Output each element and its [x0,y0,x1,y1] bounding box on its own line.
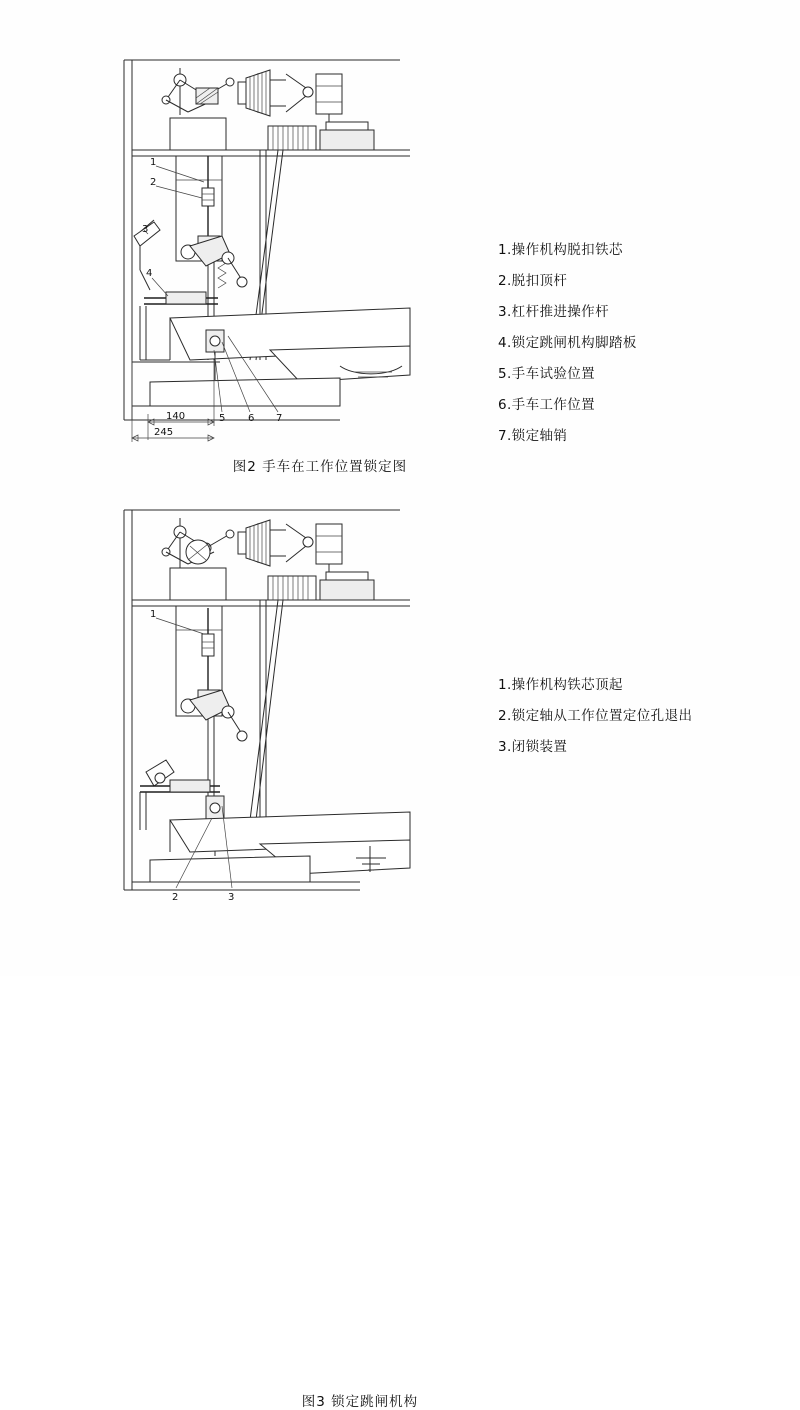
figure-2-drawing [110,30,490,450]
dimension-140: 140 [166,411,186,422]
legend-item: 4.锁定跳闸机构脚踏板 [498,335,637,351]
figure-3-legend [498,670,692,763]
callout-4: 4 [146,268,153,279]
callout-2: 2 [172,892,179,903]
dimension-245: 245 [154,427,174,438]
legend-item: 1.操作机构铁芯顶起 [498,677,623,693]
callout-2: 2 [150,177,157,188]
figure-2-block [0,30,800,480]
legend-item: 3.闭锁装置 [498,739,568,755]
legend-item: 1.操作机构脱扣铁芯 [498,242,623,258]
figure-2-svg [110,30,490,450]
figure-3-svg [110,490,490,920]
legend-item: 6.手车工作位置 [498,397,596,413]
figure-3-block [0,490,800,1410]
figure-2-caption: 图2 手车在工作位置锁定图 [232,459,408,475]
callout-6: 6 [248,413,255,424]
figure-3-caption: 图3 锁定跳闸机构 [301,1394,419,1410]
callout-3: 3 [142,224,149,235]
legend-item: 2.锁定轴从工作位置定位孔退出 [498,708,693,724]
callout-3: 3 [228,892,235,903]
figure-2-legend [498,235,637,452]
callout-1: 1 [150,609,157,620]
legend-item: 3.杠杆推进操作杆 [498,304,609,320]
legend-item: 5.手车试验位置 [498,366,596,382]
legend-item: 2.脱扣顶杆 [498,273,568,289]
callout-5: 5 [219,413,226,424]
figure-3-drawing [110,490,490,920]
callout-7: 7 [276,413,283,424]
legend-item: 7.锁定轴销 [498,428,568,444]
callout-1: 1 [150,157,157,168]
